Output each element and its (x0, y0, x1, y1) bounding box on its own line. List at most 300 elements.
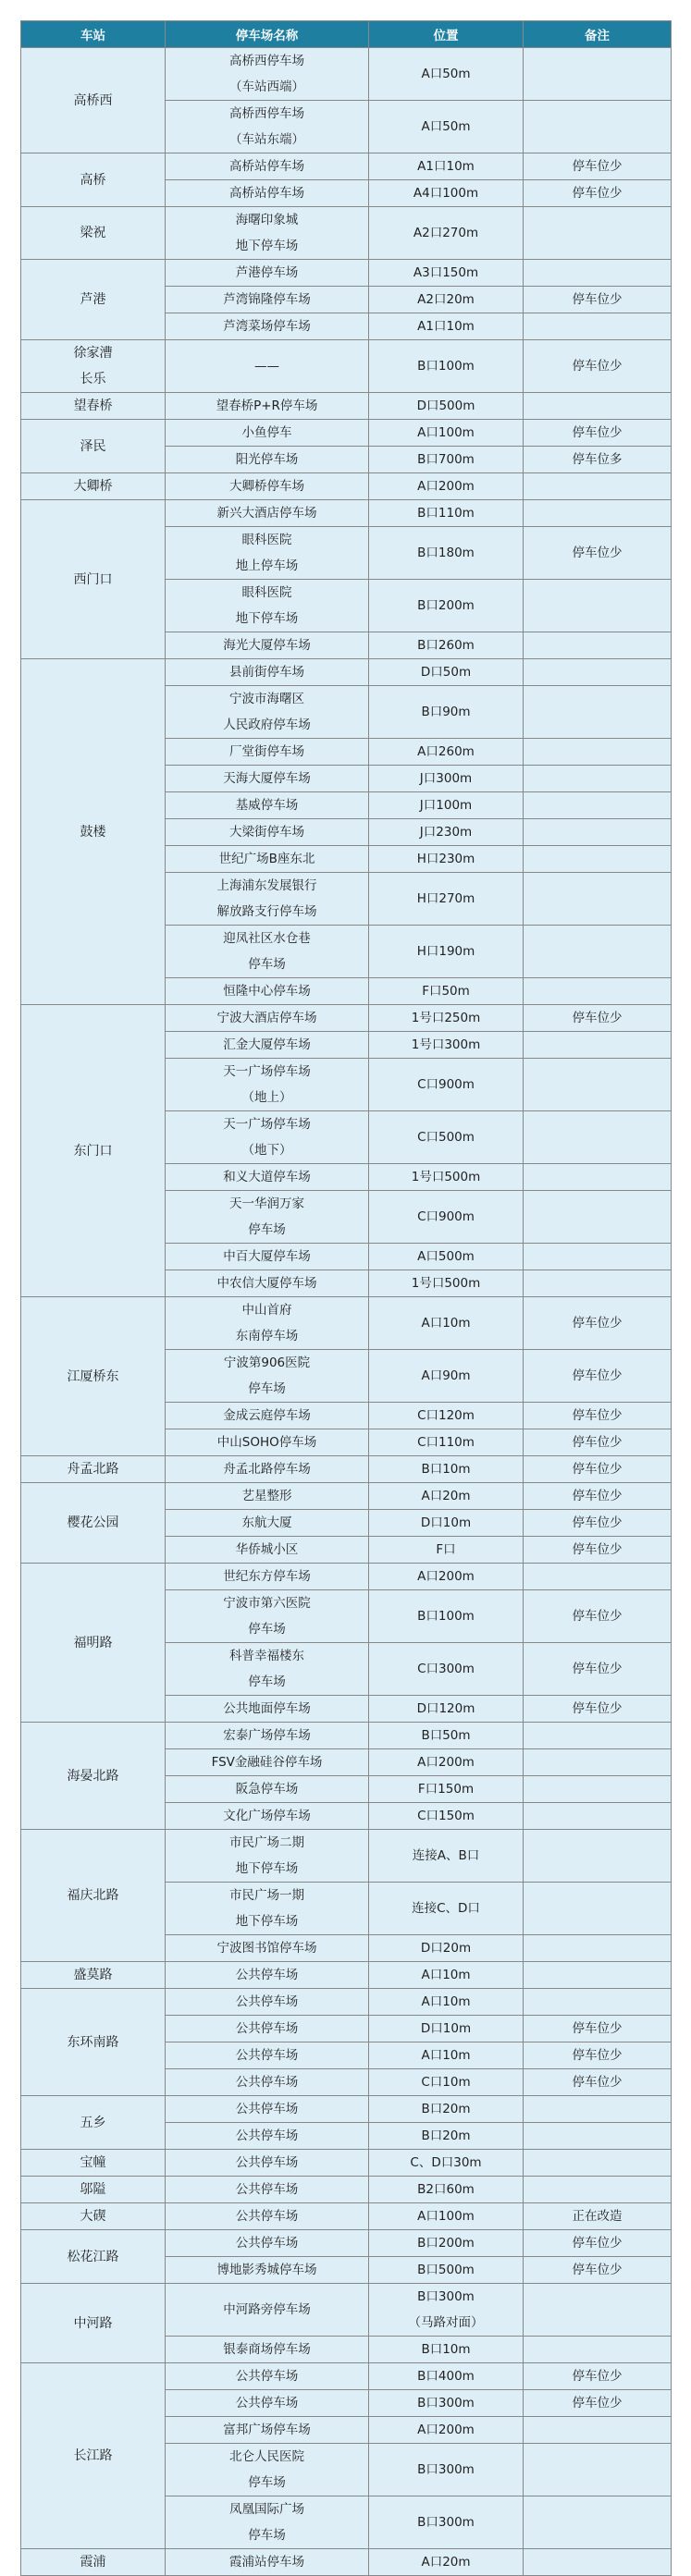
table-body (21, 48, 672, 2576)
lot-name (166, 2284, 369, 2337)
lot-position (369, 1537, 524, 1564)
station-name (21, 1564, 166, 1723)
lot-name-line: 迎凤社区水仓巷 (223, 931, 311, 946)
lot-name (166, 792, 369, 819)
lot-name-line: 停车场 (248, 957, 286, 972)
lot-note: 停车位少 (524, 340, 672, 393)
lot-name (166, 207, 369, 260)
lot-name-line: 天海大厦停车场 (223, 771, 311, 786)
parking-table (20, 20, 672, 2576)
station-name-line: 福庆北路 (67, 1888, 119, 1903)
lot-name-line: 恒隆中心停车场 (223, 984, 311, 999)
station-name (21, 207, 166, 260)
lot-name-line: 富邦广场停车场 (223, 2423, 311, 2437)
lot-name-line: 中山SOHO停车场 (216, 1435, 317, 1450)
lot-note (524, 1989, 672, 2016)
lot-position (369, 2444, 524, 2496)
table-row (21, 1830, 672, 1883)
lot-note (524, 1111, 672, 1164)
lot-position-line: A口260m (417, 744, 475, 759)
lot-note: 停车位少 (524, 2069, 672, 2096)
lot-name (166, 2444, 369, 2496)
lot-position-line: D口10m (420, 2021, 472, 2036)
lot-name (166, 1935, 369, 1962)
lot-name (166, 1244, 369, 1270)
lot-name-line: 科普幸福楼东 (229, 1649, 304, 1663)
lot-name (166, 420, 369, 447)
lot-note (524, 2549, 672, 2576)
station-name-line: 梁祝 (80, 226, 106, 240)
lot-position (369, 1564, 524, 1590)
lot-name-line: 公共停车场 (235, 1994, 299, 2009)
lot-name-line: 县前街停车场 (229, 665, 304, 680)
station-name-line: 中河路 (73, 2315, 113, 2331)
lot-name-line: 停车场 (248, 1222, 286, 1237)
table-row (21, 1005, 672, 1032)
station-name-line: 宝幢 (80, 2155, 106, 2170)
table-row (21, 1564, 672, 1590)
lot-name (166, 686, 369, 739)
lot-position-line: B2口60m (417, 2182, 475, 2197)
lot-position-line: A2口20m (417, 292, 475, 307)
lot-name-line: 地下停车场 (235, 1861, 299, 1876)
lot-position-line: （马路对面） (408, 2315, 484, 2330)
lot-name (166, 873, 369, 926)
lot-position (369, 659, 524, 686)
lot-note (524, 393, 672, 420)
lot-position-line: B口20m (421, 2128, 471, 2143)
lot-name (166, 2123, 369, 2150)
lot-name (166, 2096, 369, 2123)
lot-note (524, 978, 672, 1005)
lot-note: 停车位少 (524, 1510, 672, 1537)
lot-name (166, 1564, 369, 1590)
table-row (21, 153, 672, 180)
lot-position (369, 739, 524, 766)
lot-name-line: 公共停车场 (235, 2209, 299, 2224)
lot-note: 停车位少 (524, 1005, 672, 1032)
lot-position-line: A口10m (421, 1994, 471, 2009)
lot-note (524, 2123, 672, 2150)
lot-position (369, 1032, 524, 1059)
lot-position-line: F口 (436, 1542, 456, 1557)
station-name (21, 1830, 166, 1962)
lot-position (369, 1483, 524, 1510)
lot-name (166, 1297, 369, 1350)
table-row (21, 2177, 672, 2203)
lot-position-line: B口20m (421, 2102, 471, 2116)
lot-position-line: A口20m (421, 2555, 471, 2570)
lot-note (524, 1032, 672, 1059)
lot-name (166, 473, 369, 500)
lot-note: 停车位少 (524, 2390, 672, 2417)
table-row (21, 1723, 672, 1749)
station-name (21, 2230, 166, 2284)
station-name-line: 邬隘 (80, 2182, 106, 2197)
lot-name-line: 基威停车场 (235, 798, 299, 813)
lot-name-line: 和义大道停车场 (223, 1170, 311, 1184)
lot-name (166, 1537, 369, 1564)
lot-name (166, 2069, 369, 2096)
station-name (21, 500, 166, 659)
lot-name (166, 2496, 369, 2549)
lot-position (369, 1270, 524, 1297)
table-row (21, 260, 672, 287)
lot-position-line: A口200m (417, 2423, 475, 2437)
lot-name-line: —— (254, 359, 279, 374)
lot-position-line: B口100m (417, 1609, 475, 1624)
lot-name (166, 978, 369, 1005)
lot-name (166, 1723, 369, 1749)
station-name (21, 1723, 166, 1830)
lot-position-line: A口100m (417, 2209, 475, 2224)
lot-name (166, 632, 369, 659)
lot-position-line: 连接C、D口 (412, 1901, 480, 1916)
table-row (21, 2549, 672, 2576)
lot-name-line: 海曙印象城 (235, 213, 299, 227)
lot-note (524, 1164, 672, 1191)
lot-name (166, 1270, 369, 1297)
lot-position (369, 1696, 524, 1723)
header-position: 位置 (369, 21, 524, 48)
lot-position-line: C口150m (417, 1809, 475, 1823)
lot-position-line: F口150m (417, 1782, 475, 1797)
lot-position (369, 180, 524, 207)
lot-position-line: B口300m (417, 2289, 475, 2304)
lot-position-line: J口300m (419, 771, 473, 786)
lot-note: 停车位多 (524, 447, 672, 473)
lot-name-line: 停车场 (248, 2475, 286, 2490)
lot-note (524, 1244, 672, 1270)
lot-note (524, 48, 672, 101)
lot-position (369, 2549, 524, 2576)
lot-position (369, 632, 524, 659)
lot-position (369, 819, 524, 846)
lot-name-line: 高桥站停车场 (229, 186, 304, 201)
lot-position (369, 153, 524, 180)
lot-name-line: 阪急停车场 (235, 1782, 299, 1797)
lot-position (369, 207, 524, 260)
station-name-line: 舟孟北路 (67, 1462, 119, 1477)
lot-note: 停车位少 (524, 420, 672, 447)
lot-position (369, 500, 524, 527)
lot-note (524, 2150, 672, 2177)
lot-position (369, 2363, 524, 2390)
lot-note (524, 1749, 672, 1776)
lot-name (166, 1696, 369, 1723)
lot-name (166, 2363, 369, 2390)
table-row (21, 2203, 672, 2230)
lot-position-line: B口200m (417, 598, 475, 613)
lot-note (524, 260, 672, 287)
lot-position-line: A3口150m (413, 265, 479, 280)
lot-name-line: 中百大厦停车场 (223, 1249, 311, 1264)
lot-note (524, 1191, 672, 1244)
station-name-line: 望春桥 (73, 399, 113, 413)
lot-name-line: 金成云庭停车场 (223, 1408, 311, 1423)
lot-note: 停车位少 (524, 1483, 672, 1510)
lot-name (166, 739, 369, 766)
lot-position-line: C口300m (417, 1662, 475, 1676)
table-row (21, 2150, 672, 2177)
station-name-line: 松花江路 (67, 2249, 119, 2264)
lot-position (369, 1989, 524, 2016)
lot-name (166, 1776, 369, 1803)
lot-position-line: C口900m (417, 1209, 475, 1224)
parking-table-container (20, 20, 671, 2576)
lot-position-line: H口230m (416, 852, 475, 866)
lot-name-line: 新兴大酒店停车场 (216, 506, 317, 521)
lot-position (369, 1776, 524, 1803)
lot-name-line: 宁波大酒店停车场 (216, 1011, 317, 1025)
lot-note (524, 2284, 672, 2337)
station-name-line: 盛莫路 (73, 1968, 113, 1982)
table-row (21, 473, 672, 500)
lot-name-line: 上海浦东发展银行 (216, 878, 317, 893)
table-row (21, 207, 672, 260)
lot-position (369, 2417, 524, 2444)
lot-position (369, 340, 524, 393)
lot-name (166, 659, 369, 686)
lot-note: 停车位少 (524, 2016, 672, 2042)
lot-name-line: 宁波市海曙区 (229, 692, 304, 706)
lot-note (524, 1830, 672, 1883)
table-row (21, 48, 672, 101)
lot-position (369, 1350, 524, 1403)
lot-position-line: D口500m (416, 399, 475, 413)
lot-name (166, 2016, 369, 2042)
station-name-line: 高桥 (80, 172, 106, 188)
lot-position-line: D口20m (420, 1941, 472, 1956)
lot-position (369, 313, 524, 340)
lot-position-line: A1口10m (417, 159, 475, 174)
lot-name-line: 大梁街停车场 (229, 825, 304, 840)
lot-position-line: A口10m (421, 2048, 471, 2063)
lot-name (166, 580, 369, 632)
lot-name-line: 世纪广场B座东北 (218, 852, 315, 866)
lot-position-line: B口200m (417, 2236, 475, 2251)
station-name (21, 2096, 166, 2150)
lot-position-line: A口200m (417, 1755, 475, 1770)
lot-position-line: F口50m (422, 984, 470, 999)
lot-name (166, 819, 369, 846)
lot-position (369, 1590, 524, 1643)
lot-position (369, 527, 524, 580)
station-name (21, 2549, 166, 2576)
station-name-line: 大卿桥 (73, 479, 113, 494)
lot-note: 停车位少 (524, 1456, 672, 1483)
lot-position (369, 2337, 524, 2363)
station-name-line: 西门口 (73, 571, 113, 587)
lot-position (369, 2496, 524, 2549)
station-name (21, 340, 166, 393)
lot-note: 停车位少 (524, 180, 672, 207)
lot-note (524, 1883, 672, 1935)
lot-position (369, 447, 524, 473)
lot-position (369, 1510, 524, 1537)
lot-position-line: H口270m (416, 891, 475, 906)
lot-name-line: 舟孟北路停车场 (223, 1462, 311, 1477)
lot-name (166, 1164, 369, 1191)
lot-name (166, 313, 369, 340)
lot-name-line: 公共停车场 (235, 2369, 299, 2384)
lot-position (369, 2230, 524, 2257)
lot-position-line: B口300m (417, 2396, 475, 2410)
lot-position-line: 连接A、B口 (412, 1848, 480, 1863)
lot-position-line: C口10m (421, 2075, 471, 2090)
lot-position (369, 101, 524, 153)
lot-position (369, 1005, 524, 1032)
lot-name (166, 766, 369, 792)
lot-name-line: 市民广场一期 (229, 1888, 304, 1903)
lot-name (166, 153, 369, 180)
lot-name (166, 48, 369, 101)
lot-name-line: 宏泰广场停车场 (223, 1728, 311, 1743)
station-name (21, 1456, 166, 1483)
lot-position-line: J口100m (419, 798, 473, 813)
lot-name (166, 393, 369, 420)
lot-position (369, 978, 524, 1005)
station-name-line: 福明路 (73, 1635, 113, 1650)
lot-name (166, 1059, 369, 1111)
lot-position-line: C口120m (417, 1408, 475, 1423)
lot-name-line: 芦湾菜场停车场 (223, 319, 311, 334)
lot-position (369, 2069, 524, 2096)
station-name-line: 樱花公园 (67, 1515, 119, 1530)
lot-position (369, 1883, 524, 1935)
station-name-line: 海晏北路 (67, 1768, 119, 1784)
lot-position-line: B口500m (417, 2263, 475, 2277)
lot-name-line: 凤凰国际广场 (229, 2502, 304, 2517)
lot-note: 停车位少 (524, 1537, 672, 1564)
station-name-line: 徐家漕 (73, 346, 113, 361)
lot-name-line: 公共停车场 (235, 2021, 299, 2036)
lot-note (524, 500, 672, 527)
lot-note: 停车位少 (524, 1297, 672, 1350)
lot-name-line: 天一广场停车场 (223, 1064, 311, 1079)
lot-note: 停车位少 (524, 1429, 672, 1456)
lot-position-line: H口190m (416, 944, 475, 959)
lot-position-line: B口300m (417, 2462, 475, 2477)
lot-position-line: 1号口500m (411, 1170, 481, 1184)
lot-name (166, 2257, 369, 2284)
lot-note (524, 101, 672, 153)
lot-position (369, 1164, 524, 1191)
lot-note (524, 1059, 672, 1111)
lot-name-line: 天一华润万家 (229, 1196, 304, 1211)
lot-position (369, 2177, 524, 2203)
lot-name (166, 1510, 369, 1537)
lot-position (369, 2150, 524, 2177)
lot-position-line: B口10m (421, 2342, 471, 2357)
lot-position-line: B口110m (417, 506, 475, 521)
lot-name-line: 公共停车场 (235, 2236, 299, 2251)
lot-name (166, 447, 369, 473)
lot-note (524, 1723, 672, 1749)
lot-position-line: C、D口30m (410, 2155, 482, 2170)
lot-position-line: B口260m (417, 638, 475, 653)
lot-name (166, 2549, 369, 2576)
lot-name-line: 阳光停车场 (235, 452, 299, 467)
lot-position-line: A口90m (421, 1368, 471, 1383)
lot-note (524, 819, 672, 846)
lot-note (524, 2177, 672, 2203)
table-row (21, 2363, 672, 2390)
lot-position-line: B口300m (417, 2515, 475, 2530)
lot-name-line: 高桥西停车场 (229, 54, 304, 68)
lot-position (369, 2257, 524, 2284)
station-name (21, 1005, 166, 1297)
lot-name (166, 1350, 369, 1403)
lot-position (369, 846, 524, 873)
lot-position (369, 473, 524, 500)
lot-name (166, 1883, 369, 1935)
lot-name (166, 2390, 369, 2417)
lot-name-line: 中农信大厦停车场 (216, 1276, 317, 1291)
lot-position (369, 1456, 524, 1483)
lot-position-line: B口700m (417, 452, 475, 467)
header-lot-name: 停车场名称 (166, 21, 369, 48)
station-name (21, 2203, 166, 2230)
lot-name-line: 高桥西停车场 (229, 106, 304, 121)
lot-name-line: 宁波图书馆停车场 (216, 1941, 317, 1956)
station-name-line: 长江路 (73, 2448, 113, 2463)
station-name-line: 东环南路 (67, 2034, 119, 2050)
lot-name (166, 101, 369, 153)
lot-name-line: 地下停车场 (235, 239, 299, 253)
station-name (21, 260, 166, 340)
lot-position (369, 873, 524, 926)
lot-position (369, 1244, 524, 1270)
lot-name-line: 厂堂街停车场 (229, 744, 304, 759)
lot-name-line: 高桥站停车场 (229, 159, 304, 174)
lot-note (524, 1803, 672, 1830)
lot-note (524, 766, 672, 792)
lot-position (369, 393, 524, 420)
lot-name-line: 海光大厦停车场 (223, 638, 311, 653)
lot-note (524, 1935, 672, 1962)
lot-name (166, 1005, 369, 1032)
station-name-line: 霞浦 (80, 2555, 106, 2570)
lot-name-line: 眼科医院 (241, 585, 292, 600)
lot-name (166, 2417, 369, 2444)
lot-position (369, 1403, 524, 1429)
lot-note: 停车位少 (524, 527, 672, 580)
lot-name (166, 180, 369, 207)
lot-position (369, 926, 524, 978)
lot-name (166, 1590, 369, 1643)
lot-name (166, 527, 369, 580)
lot-note (524, 792, 672, 819)
lot-note (524, 2337, 672, 2363)
lot-name (166, 1111, 369, 1164)
lot-note (524, 473, 672, 500)
station-name (21, 1962, 166, 1989)
lot-position (369, 1723, 524, 1749)
station-name-line: 高桥西 (73, 92, 113, 108)
lot-position-line: A口50m (421, 67, 471, 81)
lot-position (369, 1111, 524, 1164)
lot-position-line: B口180m (417, 546, 475, 560)
table-header-row (21, 21, 672, 48)
lot-name-line: 停车场 (248, 2528, 286, 2543)
lot-position (369, 580, 524, 632)
lot-note (524, 2444, 672, 2496)
lot-position (369, 2042, 524, 2069)
table-row (21, 1989, 672, 2016)
lot-note: 停车位少 (524, 2363, 672, 2390)
lot-name-line: 芦湾锦隆停车场 (223, 292, 311, 307)
